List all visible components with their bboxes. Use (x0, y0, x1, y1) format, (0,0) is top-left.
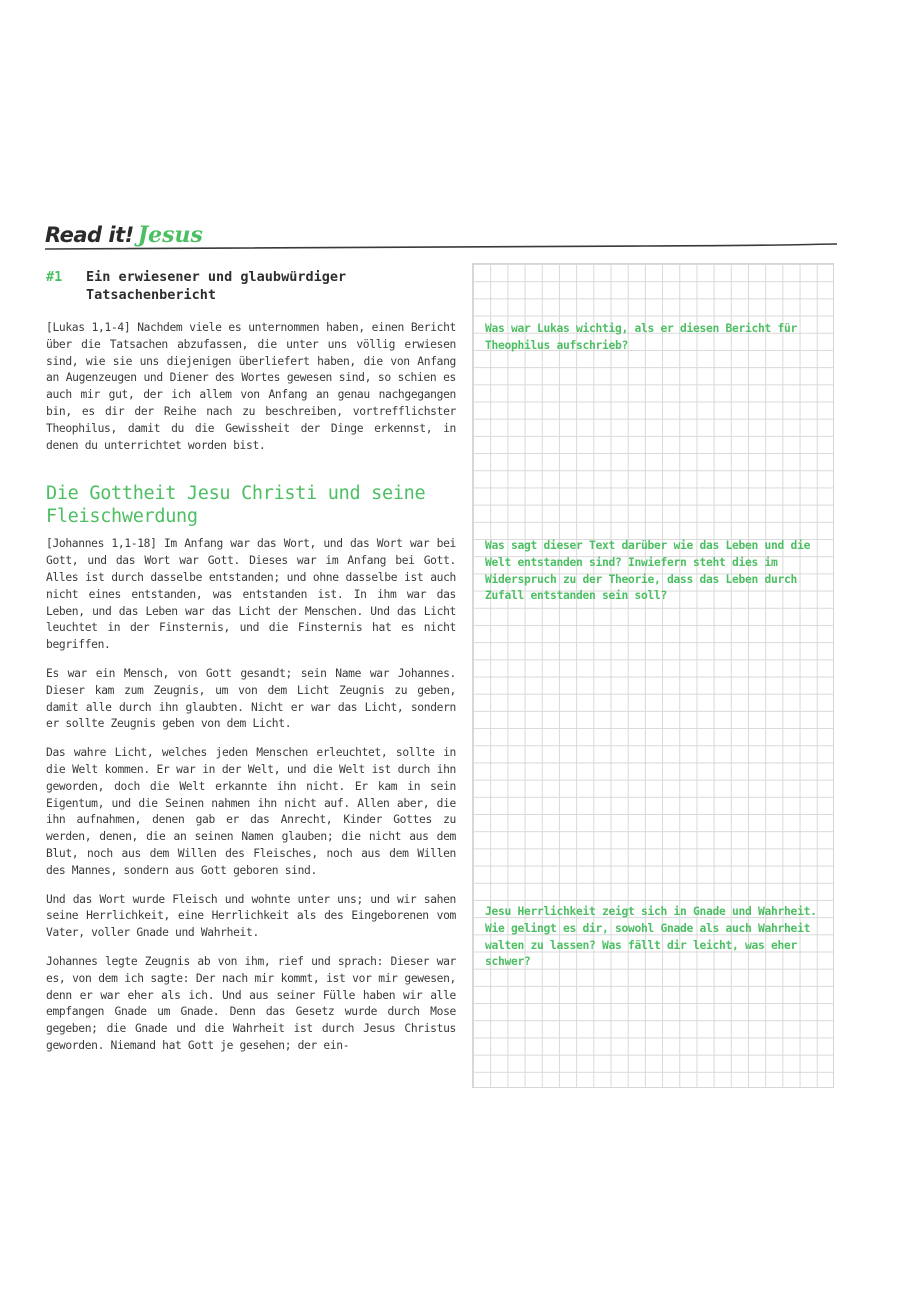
chapter-reference: [Johannes 1,1-18] (46, 537, 157, 551)
page-header (45, 222, 837, 252)
question-3: Jesu Herrlichkeit zeigt sich in Gnade und Wahrheit. Wie gelingt es dir, sowohl Gnade als auch Wahrheit walten zu lassen? Was fällt dir leicht, was eher schwer? (485, 905, 817, 969)
scripture-column (46, 268, 456, 1067)
chapter-paragraph: Johannes legte Zeugnis ab von ihm, rief und sprach: Dieser war es, von dem ich sagte: Der nach mir kommt, ist vor mir gewesen, denn er war eher als ich. Und aus seiner Fülle haben wir alle empfangen Gnade um Gnade. Denn das Gesetz wurde durch Mose gegeben; die Gnade und die Wahrheit ist durch Jesus Christus geworden. Niemand hat Gott je gesehen; der ein- (46, 954, 456, 1052)
section-title-line-1: Ein erwiesener und glaubwürdiger (86, 269, 347, 285)
chapter-heading: Die Gottheit Jesu Christi und seine Fleischwerdung (46, 483, 426, 528)
question-1: Was war Lukas wichtig, als er diesen Bericht für Theophilus aufschrieb? (485, 322, 798, 352)
chapter-paragraph: Es war ein Mensch, von Gott gesandt; sein Name war Johannes. Dieser kam zum Zeugnis, um von dem Licht Zeugnis zu geben, damit alle durch ihn glaubten. Nicht er war das Licht, sondern er sollte Zeugnis geben von dem Licht. (46, 666, 456, 731)
header-rule (45, 240, 837, 254)
section-title-line-2: Tatsachenbericht (86, 287, 217, 303)
section-heading (46, 268, 456, 304)
question-2: Was sagt dieser Text darüber wie das Leben und die Welt entstanden sind? Inwiefern steht dies im Widerspruch zu der Theorie, dass das Leben durch Zufall entstanden sein soll? (485, 539, 811, 603)
intro-paragraph (46, 320, 456, 454)
section-title (86, 268, 346, 304)
notes-grid[interactable] (472, 263, 834, 1088)
brand-word: Jesus (137, 222, 203, 248)
intro-reference: [Lukas 1,1-4] (46, 321, 131, 334)
chapter-paragraph-text: Im Anfang war das Wort, und das Wort war bei Gott, und das Wort war Gott. Dieses war im Anfang bei Gott. Alles ist durch dasselbe entstanden; und ohne dasselbe ist auch nicht eines entstanden, was entstanden ist. In ihm war das Leben, und das Leben war das Licht der Menschen. Und das Licht leuchtet in der Finsternis, und die Finsternis hat es nicht begriffen. (46, 537, 457, 652)
chapter-paragraph: Und das Wort wurde Fleisch und wohnte unter uns; und wir sahen seine Herrlichkeit, eine Herrlichkeit als des Eingeborenen vom Vater, voller Gnade und Wahrheit. (46, 892, 456, 940)
chapter-paragraph: Das wahre Licht, welches jeden Menschen erleuchtet, sollte in die Welt kommen. Er war in der Welt, und die Welt ist durch ihn geworden, doch die Welt erkannte ihn nicht. Er kam in sein Eigentum, und die Seinen nahmen ihn nicht auf. Allen aber, die ihn aufnahmen, denen gab er das Anrecht, Kinder Gottes zu werden, denen, die an seinen Namen glauben; die nicht aus dem Blut, noch aus dem Willen des Fleisches, noch aus dem Willen des Mannes, sondern aus Gott geboren sind. (46, 746, 456, 877)
brand-prefix: Read it! (45, 223, 134, 247)
chapter-paragraph (46, 536, 456, 654)
section-number: #1 (46, 269, 63, 285)
intro-text: Nachdem viele es unternommen haben, einen Bericht über die Tatsachen abzufassen, die unter uns völlig erwiesen sind, wie sie uns diejenigen überliefert haben, die von Anfang an Augenzeugen und Diener des Wortes gewesen sind, so schien es auch mir gut, der ich allem von Anfang an genau nachgegangen bin, es dir der Reihe nach zu beschreiben, vortrefflichster Theophilus, damit du die Gewissheit der Dinge erkennst, in denen du unterrichtet worden bist. (46, 321, 456, 452)
